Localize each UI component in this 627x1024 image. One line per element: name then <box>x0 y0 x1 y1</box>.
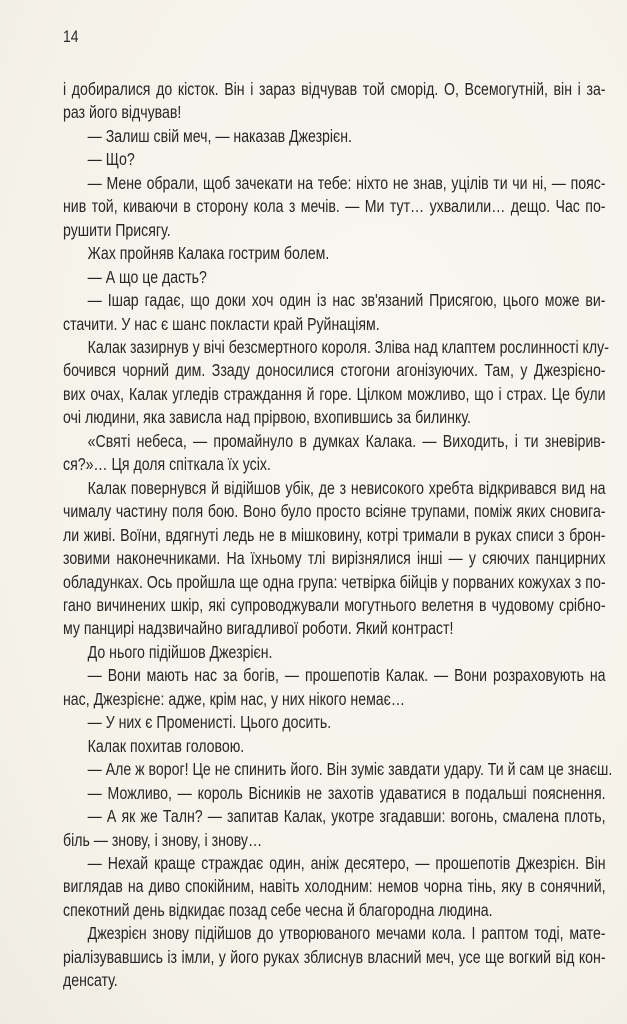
text-line: рушити Присягу. <box>63 219 171 240</box>
text-line: денсату. <box>63 970 118 991</box>
text-line: — Вони мають нас за богів, — прошепотів Калак. — Вони розраховують на <box>87 665 606 686</box>
text-line: виглядав на диво спокійним, навіть холодним: немов чорна тінь, яку в сонячний, <box>63 876 606 897</box>
text-line: Джезрієн знову підійшов до утворюваного мечами кола. І раптом тоді, мате- <box>87 923 606 944</box>
text-line: раз його відчував! <box>63 102 182 123</box>
text-line: біль — знову, і знову, і знову… <box>63 829 263 850</box>
text-line: — А як же Талн? — запитав Калак, укотре згадавши: вогонь, смалена плоть, <box>87 806 606 827</box>
text-line: — Мене обрали, щоб зачекати на тебе: ніхто не знав, уцілів ти чи ні, — пояс- <box>87 172 606 193</box>
text-line: і добиралися до кісток. Він і зараз відчував той сморід. О, Всемогутній, він і за- <box>63 79 606 99</box>
text-line: — Що? <box>87 149 135 170</box>
text-line: гано вичинених шкір, які супроводжували могутнього велетня в чудовому срібно- <box>63 594 606 615</box>
text-line: — Нехай краще страждає один, аніж десятеро, — прошепотів Джезрієн. Він <box>87 852 606 873</box>
text-line: — А що це дасть? <box>87 266 207 287</box>
text-line: Калак похитав головою. <box>87 735 245 756</box>
page-number: 14 <box>63 27 79 46</box>
text-line: Жах пройняв Калака гострим болем. <box>87 243 330 264</box>
text-line: До нього підійшов Джезрієн. <box>87 641 273 662</box>
text-line: нас, Джезрієне: адже, крім нас, у них нікого немає… <box>63 688 405 709</box>
text-line: «Святі небеса, — промайнуло в думках Калака. — Виходить, і ти зневірив- <box>87 430 606 451</box>
text-line: чималу частину поля бою. Воно було просто всіяне трупами, поміж яких сновига- <box>63 501 606 522</box>
text-line: обладунках. Ось пройшла ще одна група: четвірка бійців у порваних кожухах з по- <box>63 571 606 592</box>
text-line: бочився чорний дим. Ззаду доносилися стогони агонізуючих. Там, у Джезрієно- <box>63 360 606 381</box>
text-line: ся?»… Ця доля спіткала їх усіх. <box>63 454 271 475</box>
page-body-text <box>63 78 613 993</box>
text-line: очі людини, яка зависла над прірвою, вхопившись за билинку. <box>63 407 471 428</box>
text-line: — Ішар гадає, що доки хоч один із нас зв'язаний Присягою, цього може ви- <box>87 290 606 311</box>
text-line: зовими наконечниками. На їхньому тлі вирізнялися інші — у сяючих панцирних <box>63 548 606 569</box>
text-line: му панцирі надзвичайно вигадливої роботи. Який контраст! <box>63 618 454 639</box>
text-line: стачити. У нас є шанс покласти край Руйнаціям. <box>63 313 380 334</box>
text-line: — У них є Променисті. Цього досить. <box>87 712 332 733</box>
text-line: спекотний день відкидає позад себе чесна й благородна людина. <box>63 899 493 920</box>
text-line: нив той, киваючи в сторону кола з мечів. — Ми тут… ухвалили… дещо. Час по- <box>63 196 606 217</box>
text-line: — Залиш свій меч, — наказав Джезрієн. <box>87 125 352 146</box>
text-line: Калак зазирнув у вічі безсмертного короля. Зліва над клаптем рослинності клу- <box>87 336 609 357</box>
text-line: — Але ж ворог! Це не спинить його. Він зуміє завдати удару. Ти й сам це знаєш. <box>87 759 613 780</box>
text-line: — Можливо, — король Вісників не захотів удаватися в подальші пояснення. <box>87 782 606 803</box>
text-line: ріалізувавшись із імли, у його руках зблиснув власний меч, усе ще вогкий від кон- <box>63 946 606 967</box>
text-line: ли живі. Воїни, вдягнуті ледь не в мішковину, котрі тримали в руках списи з брон- <box>63 524 606 545</box>
text-line: вих очах, Калак угледів страждання й горе. Цілком можливо, що і страх. Це були <box>63 383 606 404</box>
text-line: Калак повернувся й відійшов убік, де з невисокого хребта відкривався вид на <box>87 477 606 498</box>
